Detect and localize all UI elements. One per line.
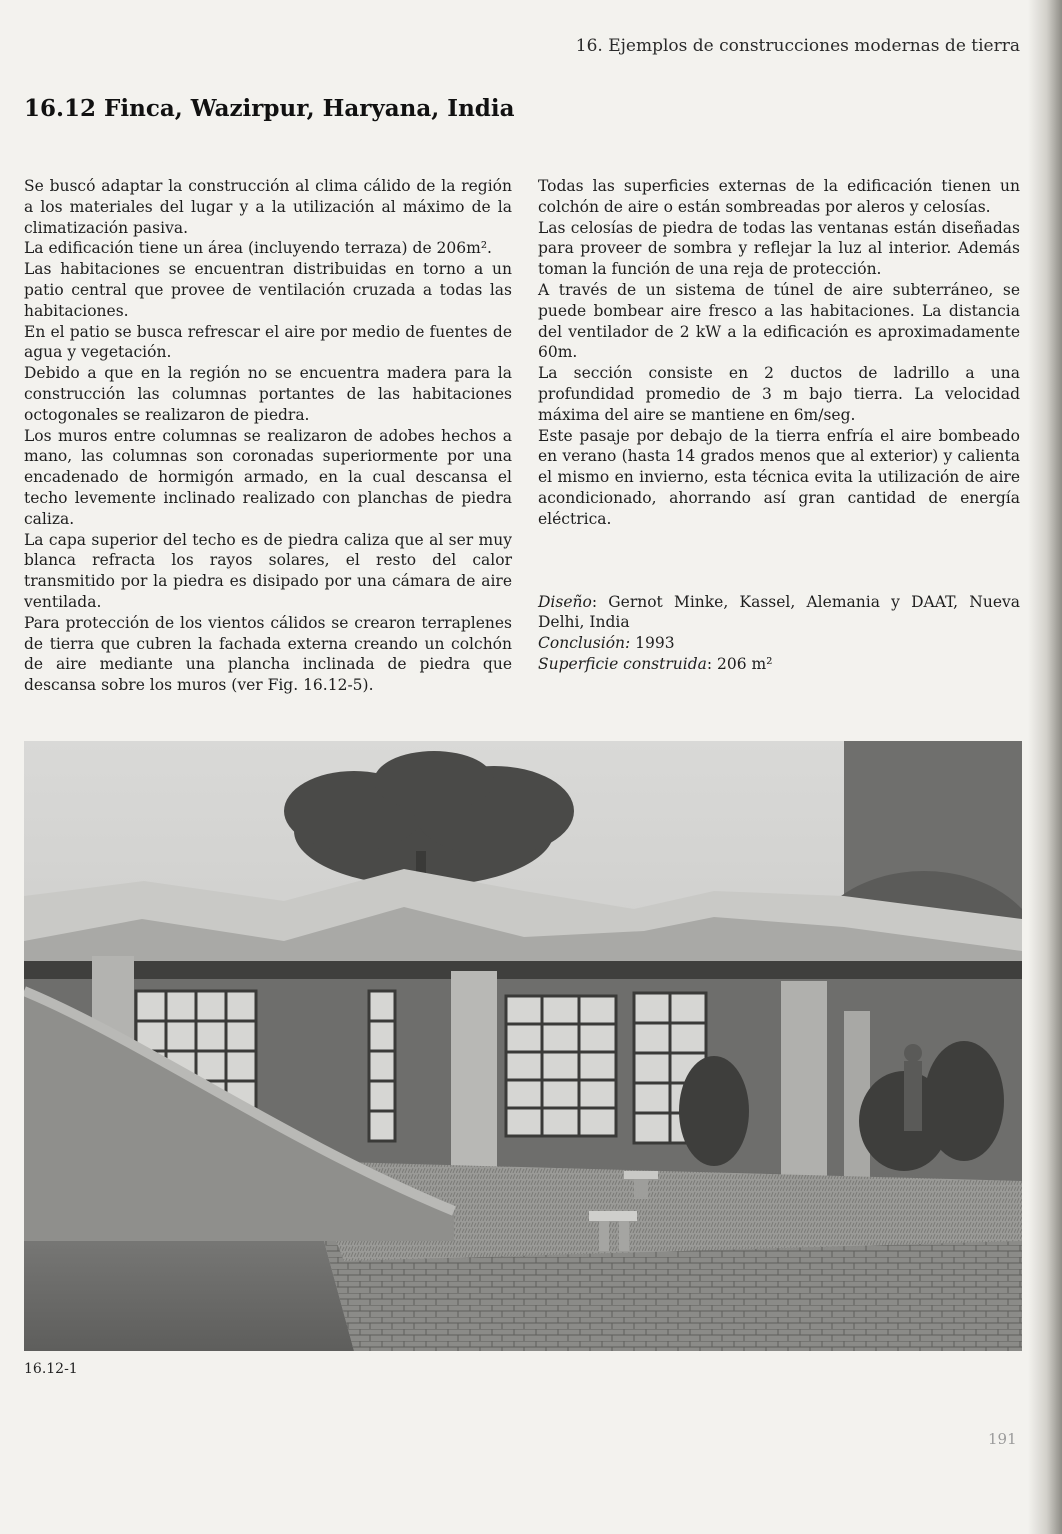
page-number: 191 [988, 1430, 1017, 1448]
paragraph: Para protección de los vientos cálidos se crearon terraplenes de tierra que cubren la fachada externa creando un colchón de aire mediante una plancha inclinada de piedra que descansa sobre los muros (ver Fig. 16.12-5). [24, 613, 512, 695]
credit-area [538, 654, 1020, 675]
paragraph: Las habitaciones se encuentran distribuidas en torno a un patio central que provee de ventilación cruzada a todas las habitaciones. [24, 260, 512, 320]
paragraph: Se buscó adaptar la construcción al clima cálido de la región a los materiales del lugar y a la utilización al máximo de la climatización pasiva. [24, 177, 512, 237]
section-title: 16.12 Finca, Wazirpur, Haryana, India [24, 95, 515, 122]
paragraph: Los muros entre columnas se realizaron de adobes hechos a mano, las columnas son coronadas superiormente por una encadenado de hormigón armado, en la cual descansa el techo levemente inclinado realizado con planchas de piedra caliza. [24, 426, 512, 528]
right-text-column [538, 176, 1020, 675]
house-photo-illustration [24, 741, 1022, 1351]
paragraph: Este pasaje por debajo de la tierra enfría el aire bombeado en verano (hasta 14 grados menos que al exterior) y calienta el mismo en invierno, esta técnica evita la utilización de aire acondicionado, ahorrando así gran cantidad de energía eléctrica. [538, 426, 1020, 528]
credit-conclusion-value: 1993 [630, 634, 675, 653]
paragraph: En el patio se busca refrescar el aire por medio de fuentes de agua y vegetación. [24, 322, 512, 362]
house-photograph [24, 741, 1022, 1351]
credit-design-label: Diseño [538, 592, 592, 611]
credit-conclusion [538, 633, 1020, 654]
left-text-column [24, 176, 512, 696]
credit-design [538, 592, 1020, 634]
paragraph: La sección consiste en 2 ductos de ladrillo a una profundidad promedio de 3 m bajo tierra. La velocidad máxima del aire se mantiene en 6m/seg. [538, 364, 1020, 424]
credit-area-value: : 206 m² [706, 654, 773, 673]
paragraph: A través de un sistema de túnel de aire subterráneo, se puede bombear aire fresco a las habitaciones. La distancia del ventilador de 2 kW a la edificación es aproximadamente 60m. [538, 280, 1020, 362]
project-credits [538, 592, 1020, 675]
credit-area-label: Superficie construida [538, 654, 707, 673]
running-header: 16. Ejemplos de construcciones modernas de tierra [575, 36, 1020, 56]
paragraph: La edificación tiene un área (incluyendo terraza) de 206m². [24, 239, 492, 258]
credit-design-value: : Gernot Minke, Kassel, Alemania y DAAT, Nueva Delhi, India [538, 592, 1020, 632]
credit-conclusion-label: Conclusión: [538, 634, 631, 653]
paragraph: Debido a que en la región no se encuentra madera para la construcción las columnas portantes de las habitaciones octogonales se realizaron de piedra. [24, 364, 512, 424]
page-edge-shadow [1028, 0, 1062, 1534]
paragraph: Todas las superficies externas de la edificación tienen un colchón de aire o están sombreadas por aleros y celosías. [538, 177, 1020, 216]
paragraph: Las celosías de piedra de todas las ventanas están diseñadas para proveer de sombra y reflejar la luz al interior. Además toman la función de una reja de protección. [538, 218, 1020, 279]
figure-caption: 16.12-1 [24, 1361, 78, 1377]
paragraph: La capa superior del techo es de piedra caliza que al ser muy blanca refracta los rayos solares, el resto del calor transmitido por la piedra es disipado por una cámara de aire ventilada. [24, 530, 512, 611]
